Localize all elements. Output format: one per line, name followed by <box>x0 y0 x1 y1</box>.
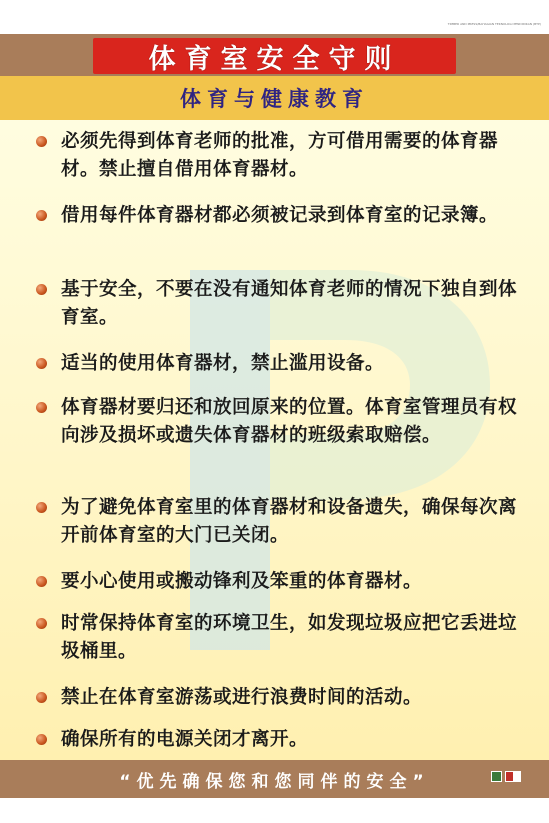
bullet-dot-icon <box>36 502 47 513</box>
bullet-dot-icon <box>36 402 47 413</box>
rule-text: 必须先得到体育老师的批准，方可借用需要的体育器材。禁止擅自借用体育器材。 <box>61 131 499 180</box>
title-box <box>93 38 456 74</box>
footer-band <box>0 760 549 798</box>
publisher-note: TIMBER AND PRESS/BAHAGIAN TEKNOLOGI PENDIDIKAN (BTP) <box>447 22 541 26</box>
bullet-dot-icon <box>36 734 47 745</box>
footer-icons <box>491 771 521 782</box>
rule-text: 借用每件体育器材都必须被记录到体育室的记录簿。 <box>61 205 499 226</box>
rule-text: 为了避免体育室里的体育器材和设备遗失，确保每次离开前体育室的大门已关闭。 <box>61 497 518 546</box>
poster-title: 体育室安全守则 <box>148 43 401 75</box>
bullet-dot-icon <box>36 576 47 587</box>
bullet-dot-icon <box>36 136 47 147</box>
rule-text: 基于安全，不要在没有通知体育老师的情况下独自到体育室。 <box>61 279 518 328</box>
rule-text: 体育器材要归还和放回原来的位置。体育室管理员有权向涉及损坏或遗失体育器材的班级索取赔偿。 <box>61 397 518 446</box>
rule-text: 要小心使用或搬动锋利及笨重的体育器材。 <box>61 571 423 592</box>
publisher-logo-icon <box>491 771 502 782</box>
footer-slogan: “优先确保您和您同伴的安全” <box>119 771 430 792</box>
bullet-dot-icon <box>36 210 47 221</box>
bottom-margin <box>0 798 549 823</box>
subtitle-band <box>0 76 549 120</box>
rules-panel <box>0 120 549 760</box>
rule-text: 时常保持体育室的环境卫生，如发现垃圾应把它丢进垃圾桶里。 <box>61 613 518 662</box>
bullet-dot-icon <box>36 358 47 369</box>
bullet-dot-icon <box>36 284 47 295</box>
bullet-dot-icon <box>36 692 47 703</box>
poster-subtitle: 体育与健康教育 <box>180 87 369 111</box>
bullet-dot-icon <box>36 618 47 629</box>
rule-text: 适当的使用体育器材，禁止滥用设备。 <box>61 353 385 374</box>
flag-icon <box>505 771 521 782</box>
top-margin <box>0 0 549 34</box>
rule-text: 确保所有的电源关闭才离开。 <box>61 729 309 750</box>
rule-text: 禁止在体育室游荡或进行浪费时间的活动。 <box>61 687 423 708</box>
